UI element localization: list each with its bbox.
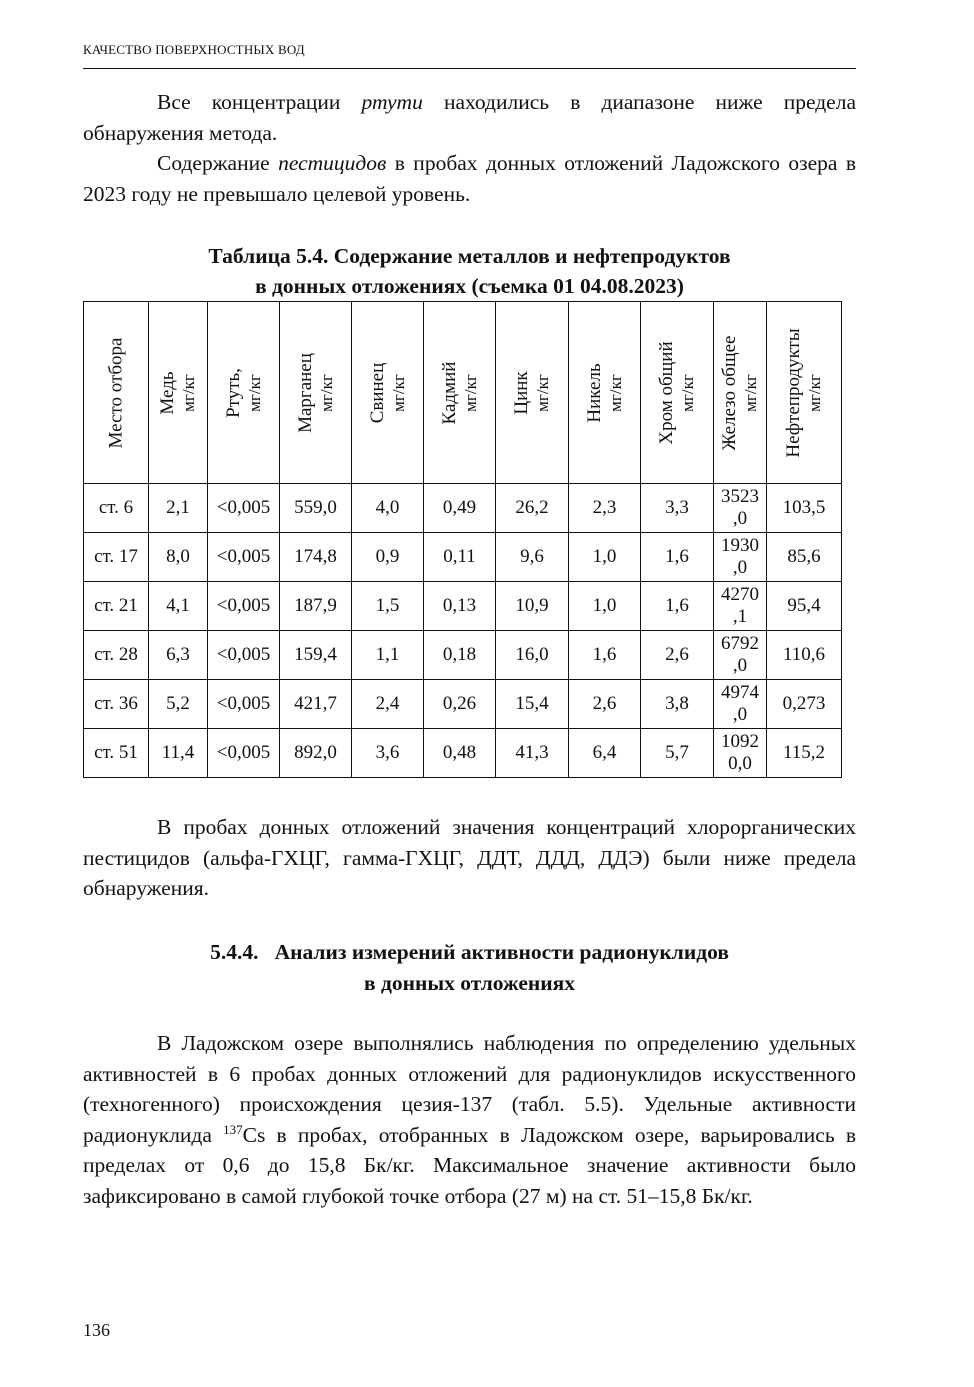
table-cell: 11,4	[149, 729, 208, 778]
table-cell: ст. 6	[84, 484, 149, 533]
table-cell: 1,6	[569, 631, 641, 680]
iron-value-part: 1092	[721, 731, 759, 752]
pesticides-paragraph: В пробах донных отложений значения концентраций хлорорганических пестицидов (альфа-ГХЦГ, гамма-ГХЦГ, ДДТ, ДДД, ДДЭ) были ниже предела обнаружения.	[83, 815, 856, 900]
iron-value-part: ,0	[732, 557, 748, 578]
table-cell	[714, 533, 767, 582]
column-header-label	[106, 337, 127, 448]
table-cell: 2,4	[352, 680, 424, 729]
iron-value-part: ,0	[732, 655, 748, 676]
column-name: Свинец	[366, 362, 388, 423]
text-span: находились в диапазоне ниже предела обнаружения метода.	[83, 90, 856, 145]
table-row	[84, 729, 842, 778]
iron-value-part: ,1	[732, 606, 748, 627]
column-name: Цинк	[511, 370, 532, 415]
table-cell	[714, 631, 767, 680]
column-header	[149, 302, 208, 484]
table-cell	[714, 680, 767, 729]
column-header	[714, 302, 767, 484]
table-cell: 159,4	[280, 631, 352, 680]
table-row	[84, 484, 842, 533]
column-unit: мг/кг	[741, 373, 760, 412]
text-span: Cs в пробах, отобранных в Ладожском озере, варьировались в пределах от 0,6 до 15,8 Бк/кг. Максимальное значение активности было зафиксировано в самой глубокой точке отбора (27 м) на ст. 51–15,8 Бк/кг.	[83, 1122, 857, 1208]
table-cell	[714, 582, 767, 631]
column-header	[280, 302, 352, 484]
table-cell: 26,2	[496, 484, 569, 533]
column-name: Кадмий	[438, 361, 460, 424]
table-cell: 85,6	[767, 533, 842, 582]
table-cell: <0,005	[208, 484, 280, 533]
table-cell: 15,4	[496, 680, 569, 729]
iron-value-part: 6792	[721, 633, 759, 654]
table-cell: 1,0	[569, 533, 641, 582]
column-name: Никель	[583, 362, 605, 423]
table-cell: 10,9	[496, 582, 569, 631]
emphasis-pesticides: пестицидов	[278, 151, 387, 175]
table-cell: 2,1	[149, 484, 208, 533]
section-heading	[83, 937, 856, 999]
iron-value-part: ,0	[732, 704, 748, 725]
table-cell: 1,5	[352, 582, 424, 631]
column-unit: мг/кг	[179, 373, 198, 412]
text-span: Содержание	[157, 151, 279, 175]
table-cell: <0,005	[208, 533, 280, 582]
column-unit: мг/кг	[316, 373, 336, 412]
running-header: КАЧЕСТВО ПОВЕРХНОСТНЫХ ВОД	[83, 42, 305, 57]
isotope-superscript: 137	[223, 1121, 243, 1137]
column-unit: мг/кг	[678, 373, 697, 412]
table-cell	[714, 729, 767, 778]
column-header	[424, 302, 496, 484]
emphasis-mercury: ртути	[361, 90, 423, 114]
table-cell: 110,6	[767, 631, 842, 680]
radionuclide-paragraph	[83, 1028, 856, 1211]
table-cell: 0,9	[352, 533, 424, 582]
table-cell: 3,8	[641, 680, 714, 729]
table-cell: ст. 51	[84, 729, 149, 778]
column-name: Железо общее	[719, 335, 740, 450]
column-name: Ртуть,	[222, 367, 244, 418]
table-cell: ст. 21	[84, 582, 149, 631]
table-cell: 5,2	[149, 680, 208, 729]
table-cell: 0,18	[424, 631, 496, 680]
table-cell: 3,3	[641, 484, 714, 533]
table-cell: <0,005	[208, 631, 280, 680]
column-header-label	[223, 368, 265, 418]
table-cell: 103,5	[767, 484, 842, 533]
table-cell: ст. 36	[84, 680, 149, 729]
iron-value-part: 1930	[721, 535, 759, 556]
text-span: Все концентрации	[157, 90, 362, 114]
iron-value-part: ,0	[732, 508, 748, 529]
table-cell: 3,6	[352, 729, 424, 778]
text-span: в пробах донных отложений Ладожского озера в 2023 году не превышало целевой уровень.	[83, 151, 857, 206]
table-cell: 16,0	[496, 631, 569, 680]
table-cell: ст. 28	[84, 631, 149, 680]
caption-line: в донных отложениях (съемка 01 04.08.2023)	[255, 274, 684, 298]
table-cell: <0,005	[208, 680, 280, 729]
text-span: В Ладожском озере выполнялись наблюдения по определению удельных активностей в 6 пробах донных отложений для радионуклидов искусственного (техногенного) происхождения цезия-137 (табл. 5.5). Удельные активности радионуклида	[83, 1031, 856, 1147]
iron-value-part: 4974	[721, 682, 759, 703]
column-unit: мг/кг	[388, 373, 408, 412]
table-cell: 115,2	[767, 729, 842, 778]
mercury-paragraph	[83, 87, 856, 148]
header-rule	[83, 68, 856, 69]
caption-line: Таблица 5.4. Содержание металлов и нефтепродуктов	[208, 244, 731, 268]
iron-value-part: 3523	[721, 486, 759, 507]
table-cell: 9,6	[496, 533, 569, 582]
column-unit: мг/кг	[805, 373, 824, 412]
column-header	[641, 302, 714, 484]
column-header-label	[511, 371, 553, 414]
section-title-line: 5.4.4. Анализ измерений активности радионуклидов	[210, 940, 729, 964]
table-cell: 4,1	[149, 582, 208, 631]
table-cell: 892,0	[280, 729, 352, 778]
table-cell: 1,6	[641, 533, 714, 582]
table-cell: 174,8	[280, 533, 352, 582]
column-header-label	[157, 371, 199, 414]
table-cell: 5,7	[641, 729, 714, 778]
table-header-row	[84, 302, 842, 484]
table-cell: 0,13	[424, 582, 496, 631]
table-cell: 8,0	[149, 533, 208, 582]
table-row	[84, 680, 842, 729]
column-header-label	[584, 363, 626, 422]
column-header	[569, 302, 641, 484]
column-header-label	[656, 341, 698, 444]
table-caption	[83, 241, 856, 301]
table-row	[84, 631, 842, 680]
table-cell: 0,49	[424, 484, 496, 533]
table-cell: 0,11	[424, 533, 496, 582]
iron-value-part: 0,0	[728, 753, 752, 774]
column-header	[208, 302, 280, 484]
column-name: Марганец	[294, 352, 316, 433]
table-cell: <0,005	[208, 582, 280, 631]
column-header	[84, 302, 149, 484]
table-cell: 559,0	[280, 484, 352, 533]
table-cell: 2,3	[569, 484, 641, 533]
table-cell: 1,0	[569, 582, 641, 631]
column-name: Место отбора	[105, 337, 127, 448]
column-header-label	[367, 362, 409, 423]
column-name: Медь	[157, 370, 178, 415]
table-cell: 187,9	[280, 582, 352, 631]
table-cell	[714, 484, 767, 533]
table-cell: 0,26	[424, 680, 496, 729]
table-body	[84, 484, 842, 778]
column-name: Нефтепродукты	[783, 327, 804, 458]
column-unit: мг/кг	[533, 373, 552, 412]
table-cell: 6,3	[149, 631, 208, 680]
table-cell: ст. 17	[84, 533, 149, 582]
column-name: Хром общий	[656, 340, 677, 445]
column-unit: мг/кг	[460, 373, 480, 412]
table-cell: 1,1	[352, 631, 424, 680]
table-cell: 41,3	[496, 729, 569, 778]
page-number: 136	[83, 1320, 110, 1340]
column-header	[767, 302, 842, 484]
table-cell: <0,005	[208, 729, 280, 778]
table-cell: 0,273	[767, 680, 842, 729]
table-cell: 6,4	[569, 729, 641, 778]
pesticides-target-paragraph	[83, 148, 856, 209]
table-cell: 2,6	[641, 631, 714, 680]
column-header	[496, 302, 569, 484]
table-cell: 421,7	[280, 680, 352, 729]
table-cell: 0,48	[424, 729, 496, 778]
table-row	[84, 533, 842, 582]
column-header-label	[783, 328, 825, 457]
table-cell: 1,6	[641, 582, 714, 631]
section-title-line: в донных отложениях	[363, 971, 576, 995]
metals-table	[83, 301, 842, 778]
table-cell: 95,4	[767, 582, 842, 631]
column-unit: мг/кг	[605, 373, 625, 412]
iron-value-part: 4270	[721, 584, 759, 605]
column-unit: мг/кг	[244, 373, 264, 412]
column-header-label	[439, 361, 481, 424]
column-header-label	[295, 353, 337, 433]
column-header-label	[719, 335, 761, 450]
table-cell: 4,0	[352, 484, 424, 533]
table-row	[84, 582, 842, 631]
table-cell: 2,6	[569, 680, 641, 729]
column-header	[352, 302, 424, 484]
